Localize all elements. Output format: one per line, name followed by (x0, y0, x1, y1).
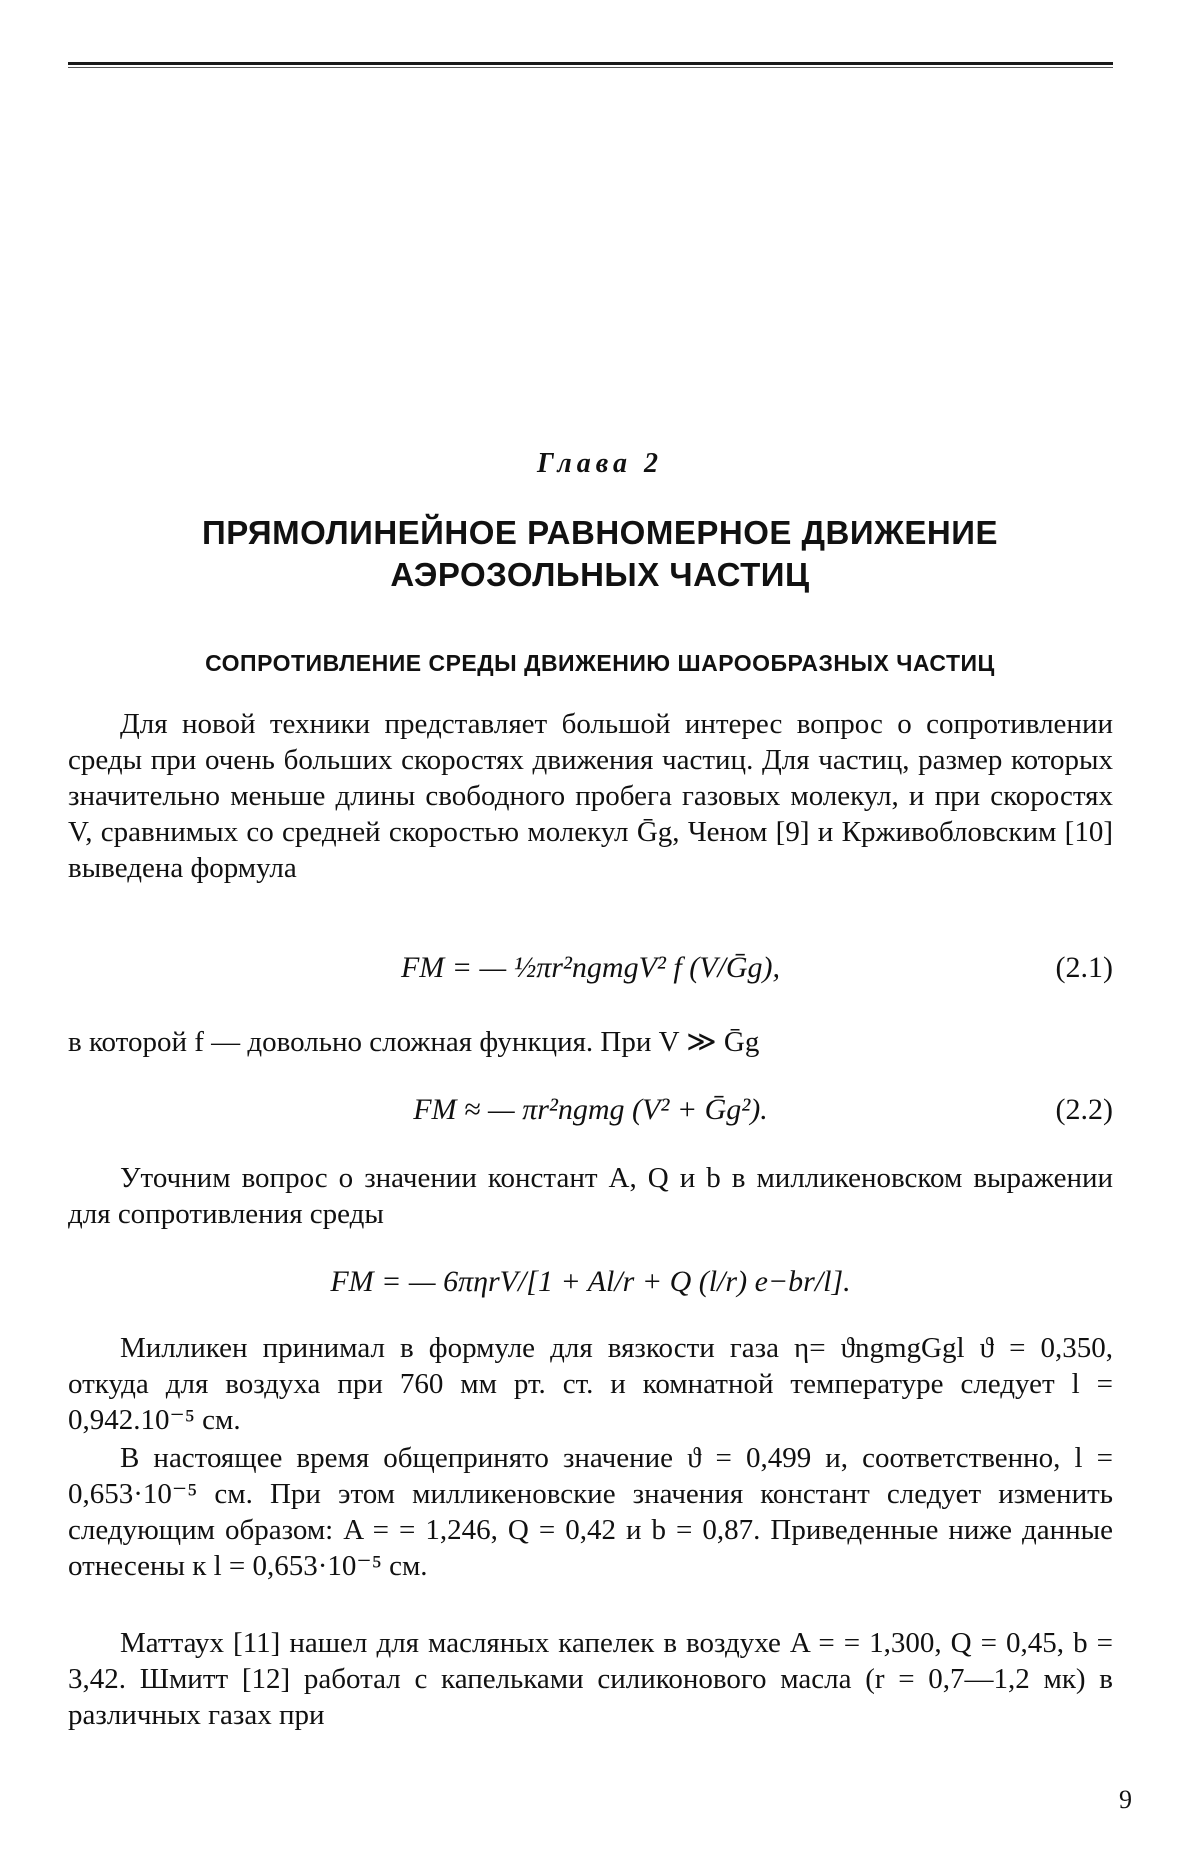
formula-2-2-expression: FM ≈ — πr²ngmg (V² + Ḡg²). (413, 1093, 768, 1126)
chapter-label: Глава 2 (536, 448, 664, 479)
paragraph-1: Для новой техники представляет большой интерес вопрос о сопротивлении среды при очень больших скоростях движения частиц. Для частиц, размер которых значительно меньше длины свободного пробега газовых молекул, и при скоростях V, сравнимых со средней скоростью молекул Ḡg, Ченом [9] и Крживобловским [10] выведена формула (68, 708, 1113, 884)
page-number: 9 (1119, 1785, 1132, 1814)
formula-millikan (68, 1262, 1113, 1302)
formula-2-1-number: (2.1) (1055, 951, 1113, 984)
formula-millikan-expression: FM = — 6πηrV/[1 + Al/r + Q (l/r) e−br/l]. (330, 1265, 851, 1298)
chapter-title-line1: ПРЯМОЛИНЕЙНОЕ РАВНОМЕРНОЕ ДВИЖЕНИЕ (202, 514, 998, 551)
paragraph-3: Уточним вопрос о значении констант A, Q и b в милликеновском выражении для сопротивления среды (68, 1162, 1113, 1230)
paragraph-4: Милликен принимал в формуле для вязкости газа η= ϑngmgGgl ϑ = 0,350, откуда для воздуха при 760 мм рт. ст. и комнатной температуре следует l = 0,942.10⁻⁵ см. (68, 1332, 1113, 1436)
paragraph-2: в которой f — довольно сложная функция. При V ≫ Ḡg (68, 1026, 760, 1058)
formula-2-2 (68, 1090, 1113, 1130)
formula-2-1 (68, 948, 1113, 988)
chapter-title-line2: АЭРОЗОЛЬНЫХ ЧАСТИЦ (390, 556, 810, 593)
formula-2-1-expression: FM = — ½πr²ngmgV² f (V/Ḡg), (400, 951, 781, 984)
paragraph-6: Маттаух [11] нашел для масляных капелек в воздухе A = = 1,300, Q = 0,45, b = 3,42. Шмитт [12] работал с капельками силиконового масла (r = 0,7—1,2 мк) в различных газах при (68, 1627, 1113, 1731)
formula-2-2-number: (2.2) (1055, 1093, 1113, 1126)
top-rule (68, 62, 1113, 65)
chapter-title (60, 512, 1140, 596)
section-title: СОПРОТИВЛЕНИЕ СРЕДЫ ДВИЖЕНИЮ ШАРООБРАЗНЫХ ЧАСТИЦ (205, 650, 995, 676)
paragraph-5: В настоящее время общепринято значение ϑ = 0,499 и, соответственно, l = 0,653·10⁻⁵ см. При этом милликеновские значения констант следует изменить следующим образом: A = = 1,246, Q = 0,42 и b = 0,87. Приведенные ниже данные отнесены к l = 0,653·10⁻⁵ см. (68, 1442, 1113, 1582)
